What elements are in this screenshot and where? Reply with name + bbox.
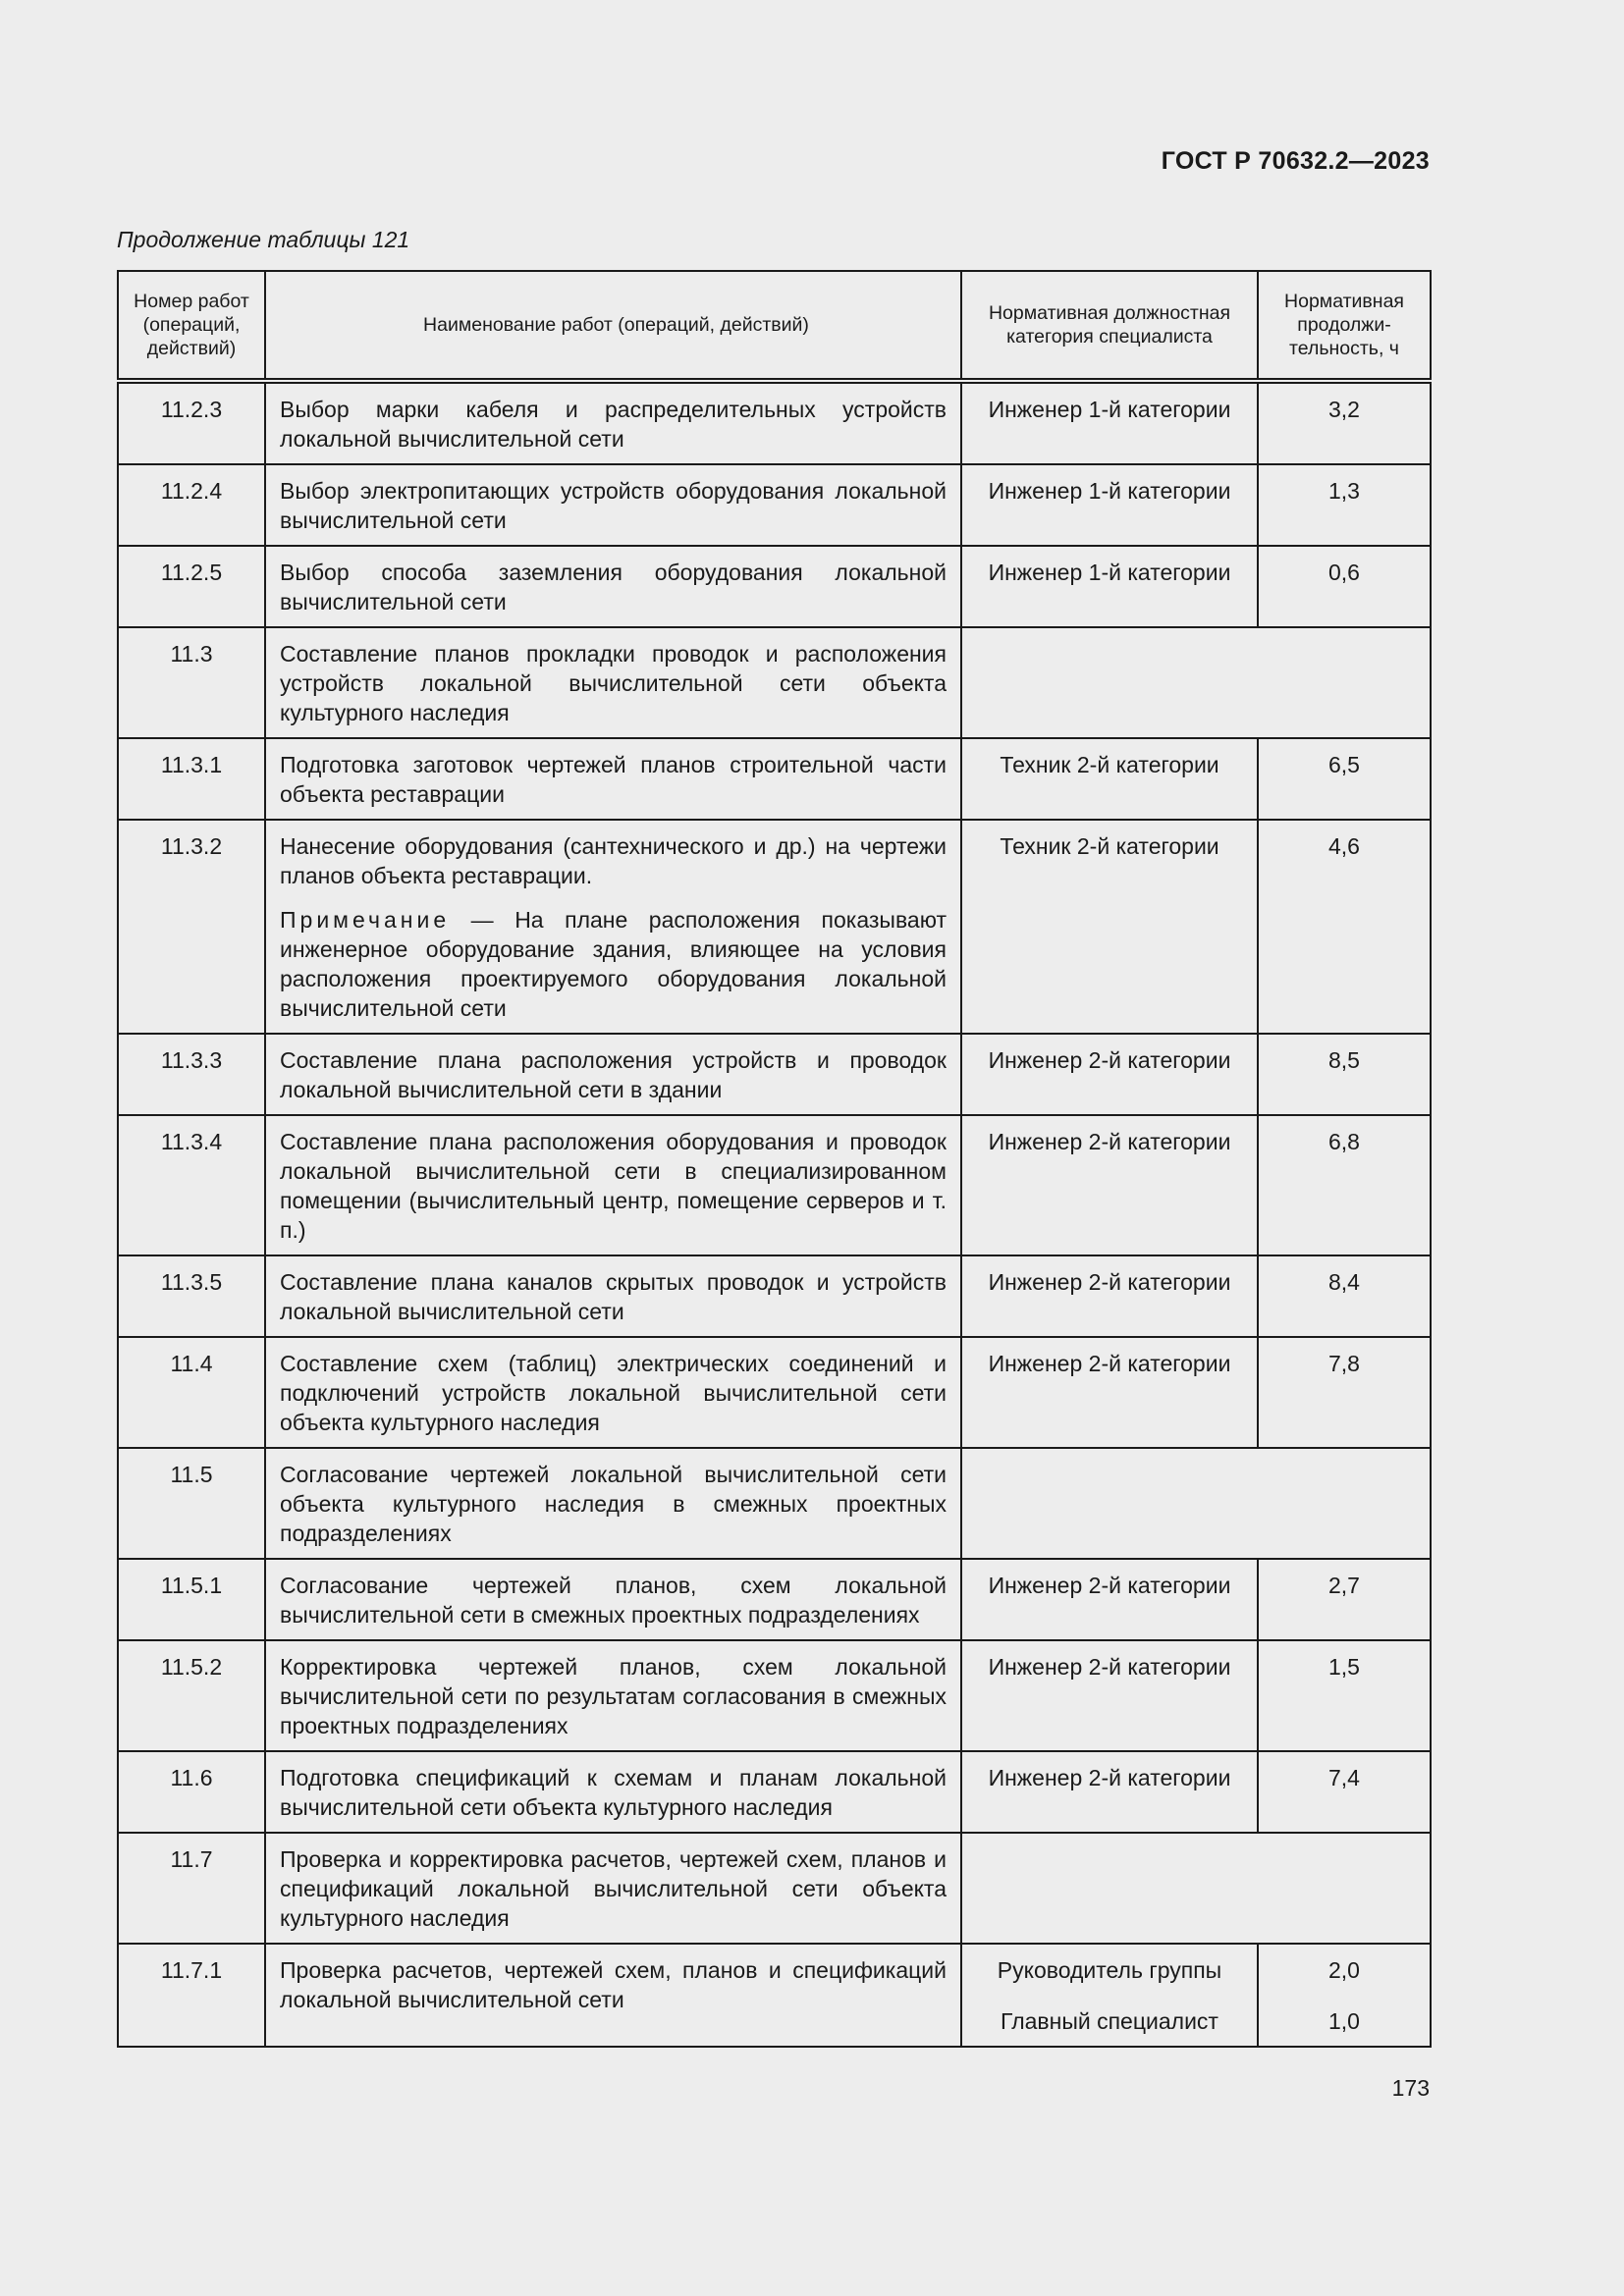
table-caption: Продолжение таблицы 121	[117, 227, 410, 252]
row-empty-cell	[961, 1833, 1431, 1944]
table-row	[118, 1115, 1431, 1255]
row-dur-1: 2,0	[1328, 1957, 1360, 1983]
row-dur: 1,5	[1258, 1640, 1431, 1751]
row-dur: 6,8	[1258, 1115, 1431, 1255]
row-spec: Инженер 2-й категории	[961, 1337, 1258, 1448]
row-num: 11.3.4	[118, 1115, 265, 1255]
row-dur-multi	[1258, 1944, 1431, 2047]
table-row	[118, 1640, 1431, 1751]
row-num: 11.5	[118, 1448, 265, 1559]
row-empty-cell	[961, 627, 1431, 738]
table-row	[118, 1255, 1431, 1337]
header-spec: Нормативная должностная категория специалиста	[961, 271, 1258, 381]
row-name: Составление плана расположения оборудования и проводок локальной вычислительной сети в специализированном помещении (вычислительный центр, помещение серверов и т. п.)	[265, 1115, 961, 1255]
row-name: Корректировка чертежей планов, схем локальной вычислительной сети по результатам согласования в смежных проектных подразделениях	[265, 1640, 961, 1751]
header-name: Наименование работ (операций, действий)	[265, 271, 961, 381]
row-dur: 3,2	[1258, 381, 1431, 464]
table-row	[118, 1337, 1431, 1448]
row-name: Согласование чертежей планов, схем локальной вычислительной сети в смежных проектных подразделениях	[265, 1559, 961, 1640]
row-num: 11.3.2	[118, 820, 265, 1034]
row-name: Выбор марки кабеля и распределительных устройств локальной вычислительной сети	[265, 381, 961, 464]
table-row	[118, 820, 1431, 1034]
table-row	[118, 464, 1431, 546]
table-row-section	[118, 1833, 1431, 1944]
row-dur: 7,8	[1258, 1337, 1431, 1448]
row-name-text: Нанесение оборудования (сантехнического и др.) на чертежи планов объекта реставрации.	[280, 833, 947, 888]
row-spec: Инженер 2-й категории	[961, 1559, 1258, 1640]
row-name: Составление планов прокладки проводок и расположения устройств локальной вычислительной сети объекта культурного наследия	[265, 627, 961, 738]
row-dur: 4,6	[1258, 820, 1431, 1034]
row-dur: 2,7	[1258, 1559, 1431, 1640]
table-row	[118, 1751, 1431, 1833]
row-spec: Техник 2-й категории	[961, 738, 1258, 820]
row-spec: Инженер 1-й категории	[961, 546, 1258, 627]
row-name: Выбор электропитающих устройств оборудования локальной вычислительной сети	[265, 464, 961, 546]
row-num: 11.3.5	[118, 1255, 265, 1337]
row-name: Составление плана расположения устройств и проводок локальной вычислительной сети в здании	[265, 1034, 961, 1115]
table-header-row	[118, 271, 1431, 381]
row-spec: Инженер 2-й категории	[961, 1115, 1258, 1255]
row-num: 11.2.3	[118, 381, 265, 464]
row-name: Подготовка заготовок чертежей планов строительной части объекта реставрации	[265, 738, 961, 820]
work-norms-table	[117, 270, 1432, 2048]
row-name: Согласование чертежей локальной вычислительной сети объекта культурного наследия в смежных проектных подразделениях	[265, 1448, 961, 1559]
table-row	[118, 381, 1431, 464]
row-name: Составление схем (таблиц) электрических соединений и подключений устройств локальной вычислительной сети объекта культурного наследия	[265, 1337, 961, 1448]
header-num: Номер работ (операций, действий)	[118, 271, 265, 381]
row-spec: Инженер 2-й категории	[961, 1751, 1258, 1833]
row-num: 11.3.1	[118, 738, 265, 820]
row-name: Проверка и корректировка расчетов, чертежей схем, планов и спецификаций локальной вычислительной сети объекта культурного наследия	[265, 1833, 961, 1944]
row-num: 11.3.3	[118, 1034, 265, 1115]
row-dur: 1,3	[1258, 464, 1431, 546]
row-dur-2: 1,0	[1328, 2008, 1360, 2034]
note-label: Примечание	[280, 907, 451, 933]
page-number: 173	[1391, 2075, 1430, 2101]
row-spec-multi	[961, 1944, 1258, 2047]
row-num: 11.5.2	[118, 1640, 265, 1751]
table-row	[118, 1944, 1431, 2047]
row-spec: Техник 2-й категории	[961, 820, 1258, 1034]
row-num: 11.4	[118, 1337, 265, 1448]
row-dur: 6,5	[1258, 738, 1431, 820]
row-empty-cell	[961, 1448, 1431, 1559]
table-row	[118, 738, 1431, 820]
row-dur: 0,6	[1258, 546, 1431, 627]
row-num: 11.3	[118, 627, 265, 738]
row-name: Проверка расчетов, чертежей схем, планов и спецификаций локальной вычислительной сети	[265, 1944, 961, 2047]
row-num: 11.7	[118, 1833, 265, 1944]
row-spec-2: Главный специалист	[1001, 2008, 1218, 2034]
row-spec: Инженер 2-й категории	[961, 1255, 1258, 1337]
row-dur: 8,4	[1258, 1255, 1431, 1337]
row-num: 11.2.4	[118, 464, 265, 546]
document-code: ГОСТ Р 70632.2—2023	[1161, 147, 1430, 175]
row-spec-1: Руководитель группы	[997, 1957, 1222, 1983]
row-spec: Инженер 2-й категории	[961, 1640, 1258, 1751]
row-spec: Инженер 1-й категории	[961, 381, 1258, 464]
row-name: Составление плана каналов скрытых проводок и устройств локальной вычислительной сети	[265, 1255, 961, 1337]
row-num: 11.6	[118, 1751, 265, 1833]
row-dur: 7,4	[1258, 1751, 1431, 1833]
row-num: 11.7.1	[118, 1944, 265, 2047]
row-note	[280, 905, 947, 1023]
table-row	[118, 546, 1431, 627]
row-name: Выбор способа заземления оборудования локальной вычислительной сети	[265, 546, 961, 627]
row-name: Подготовка спецификаций к схемам и планам локальной вычислительной сети объекта культурного наследия	[265, 1751, 961, 1833]
row-num: 11.5.1	[118, 1559, 265, 1640]
table-row-section	[118, 1448, 1431, 1559]
header-dur: Нормативная продолжи-тельность, ч	[1258, 271, 1431, 381]
row-spec: Инженер 2-й категории	[961, 1034, 1258, 1115]
row-dur: 8,5	[1258, 1034, 1431, 1115]
table-row	[118, 1559, 1431, 1640]
table-row	[118, 1034, 1431, 1115]
row-name-with-note	[265, 820, 961, 1034]
row-spec: Инженер 1-й категории	[961, 464, 1258, 546]
table-row-section	[118, 627, 1431, 738]
row-num: 11.2.5	[118, 546, 265, 627]
note-text: — На плане расположения показывают инженерное оборудование здания, влияющее на условия расположения проектируемого оборудования локальной вычислительной сети	[280, 907, 947, 1021]
